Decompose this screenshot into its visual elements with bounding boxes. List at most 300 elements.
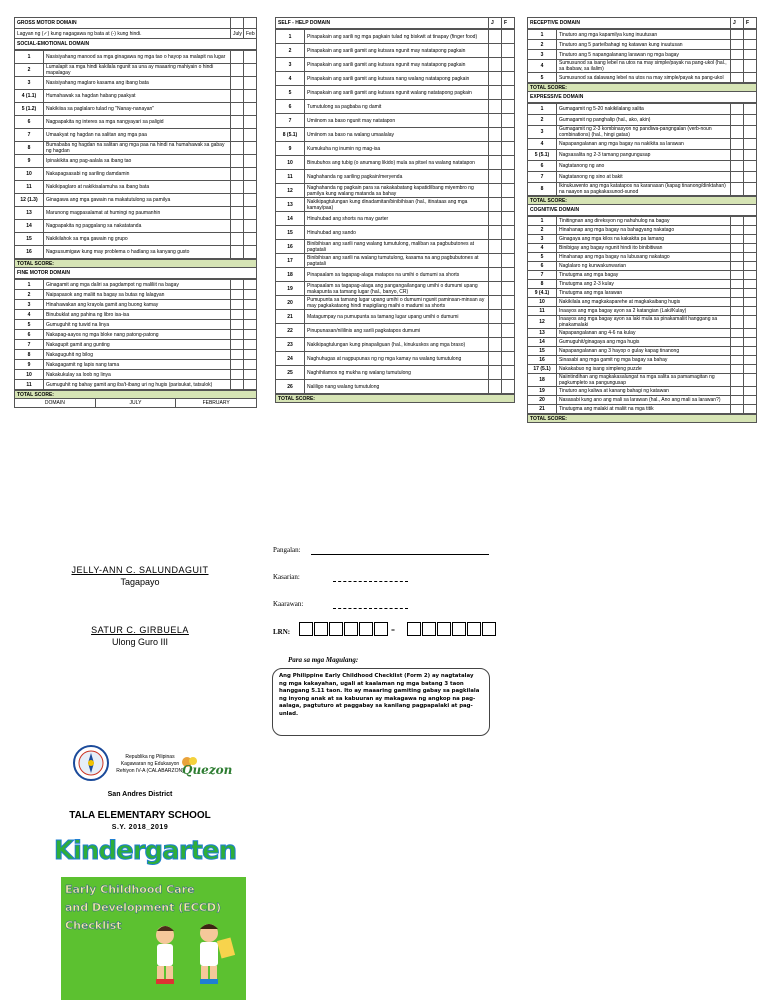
feb-check-cell[interactable]: [244, 77, 257, 90]
item-number: 1: [528, 217, 557, 226]
month-july: July: [231, 29, 244, 39]
item-number: 15: [528, 347, 557, 356]
july-check-cell[interactable]: [489, 366, 502, 380]
july-check-cell[interactable]: [489, 100, 502, 114]
checklist-row: [276, 268, 515, 282]
feb-check-cell[interactable]: [744, 40, 757, 50]
checklist-row: [276, 156, 515, 170]
feb-check-cell[interactable]: [744, 139, 757, 150]
checklist-row: [276, 240, 515, 254]
july-check-cell[interactable]: [731, 235, 744, 244]
feb-check-cell[interactable]: [502, 44, 515, 58]
july-check-cell[interactable]: [489, 30, 502, 44]
item-number: 1: [276, 30, 305, 44]
lrn-digit-box[interactable]: [467, 622, 481, 636]
item-text: Pinapaalam sa tagapag-alaga matapos na umihi o dumumi sa shorts: [305, 268, 489, 282]
july-check-cell[interactable]: [731, 73, 744, 83]
feb-check-cell[interactable]: [244, 51, 257, 64]
item-number: 6: [15, 116, 44, 129]
item-number: 4: [15, 310, 44, 320]
feb-check-cell[interactable]: [744, 338, 757, 347]
item-text: Naghihilamos ng mukha ng walang tumutulong: [305, 366, 489, 380]
item-number: 8: [528, 183, 557, 196]
item-text: Nakikilala ang magkakaparehe at magkakaibang hugis: [557, 298, 731, 307]
feb-check-cell[interactable]: [502, 58, 515, 72]
lrn-digit-box[interactable]: [329, 622, 343, 636]
mark-feb: F: [744, 18, 757, 29]
july-check-cell[interactable]: [731, 150, 744, 161]
july-check-cell[interactable]: [489, 282, 502, 296]
feb-check-cell[interactable]: [744, 280, 757, 289]
item-text: Nakaguguhit ng bilog: [44, 350, 231, 360]
feb-check-cell[interactable]: [244, 64, 257, 77]
feb-check-cell[interactable]: [244, 340, 257, 350]
checklist-row: [15, 168, 257, 181]
feb-check-cell[interactable]: [502, 198, 515, 212]
july-check-cell[interactable]: [231, 51, 244, 64]
feb-check-cell[interactable]: [744, 172, 757, 183]
feb-check-cell[interactable]: [244, 129, 257, 142]
july-check-cell[interactable]: [731, 104, 744, 115]
checklist-row: [528, 139, 757, 150]
july-check-cell[interactable]: [731, 40, 744, 50]
feb-check-cell[interactable]: [244, 380, 257, 390]
july-check-cell[interactable]: [489, 114, 502, 128]
feb-check-cell[interactable]: [502, 128, 515, 142]
checklist-row: [276, 72, 515, 86]
feb-check-cell[interactable]: [502, 240, 515, 254]
item-text: Hinahanap ang mga bagay na lubusang nakatago: [557, 253, 731, 262]
checklist-row: [15, 233, 257, 246]
july-check-cell[interactable]: [231, 370, 244, 380]
lrn-digit-box[interactable]: [299, 622, 313, 636]
july-check-cell[interactable]: [231, 168, 244, 181]
total-score-label: TOTAL SCORE:: [15, 391, 257, 399]
july-check-cell[interactable]: [731, 298, 744, 307]
feb-check-cell[interactable]: [744, 405, 757, 414]
feb-check-cell[interactable]: [744, 115, 757, 126]
feb-check-cell[interactable]: [244, 370, 257, 380]
feb-check-cell[interactable]: [502, 30, 515, 44]
july-check-cell[interactable]: [489, 156, 502, 170]
lrn-digit-box[interactable]: [437, 622, 451, 636]
july-check-cell[interactable]: [231, 380, 244, 390]
checklist-row: [276, 226, 515, 240]
july-check-cell[interactable]: [731, 356, 744, 365]
feb-check-cell[interactable]: [244, 246, 257, 259]
item-number: 23: [276, 338, 305, 352]
item-number: 19: [528, 387, 557, 396]
item-number: 15: [276, 226, 305, 240]
feb-check-cell[interactable]: [502, 100, 515, 114]
july-check-cell[interactable]: [231, 310, 244, 320]
item-text: Nakikilahok sa mga gawain ng grupo: [44, 233, 231, 246]
july-check-cell[interactable]: [731, 50, 744, 60]
item-text: Hinahawakan ang krayola gamit ang buong kamay: [44, 300, 231, 310]
july-check-cell[interactable]: [731, 289, 744, 298]
social-total: [14, 259, 257, 279]
july-check-cell[interactable]: [731, 30, 744, 40]
feb-check-cell[interactable]: [502, 268, 515, 282]
cognitive-table: [527, 216, 757, 414]
lrn-digit-box[interactable]: [422, 622, 436, 636]
checklist-row: [15, 360, 257, 370]
item-text: Umiinom sa baso na walang umaalalay: [305, 128, 489, 142]
item-number: 5: [276, 86, 305, 100]
july-check-cell[interactable]: [231, 90, 244, 103]
feb-check-cell[interactable]: [502, 226, 515, 240]
feb-check-cell[interactable]: [244, 310, 257, 320]
july-check-cell[interactable]: [731, 244, 744, 253]
feb-check-cell[interactable]: [502, 296, 515, 310]
feb-check-cell[interactable]: [244, 360, 257, 370]
feb-check-cell[interactable]: [244, 103, 257, 116]
lrn-digit-box[interactable]: [482, 622, 496, 636]
feb-check-cell[interactable]: [244, 290, 257, 300]
feb-check-cell[interactable]: [744, 183, 757, 196]
feb-check-cell[interactable]: [744, 104, 757, 115]
item-text: Tinutugma ang malaki at maliit na mga titik: [557, 405, 731, 414]
july-check-cell[interactable]: [231, 340, 244, 350]
item-text: Naiintindihan ang magkakasalungat na mga salita sa pamamagitan ng pagkumpleto sa pangungusap: [557, 374, 731, 387]
feb-check-cell[interactable]: [244, 90, 257, 103]
july-check-cell[interactable]: [731, 329, 744, 338]
july-check-cell[interactable]: [489, 296, 502, 310]
item-number: 26: [276, 380, 305, 394]
july-check-cell[interactable]: [489, 72, 502, 86]
social-emotional-table: [14, 50, 257, 259]
feb-check-cell[interactable]: [244, 155, 257, 168]
july-check-cell[interactable]: [731, 139, 744, 150]
item-text: Tinuturo ang mga kapamilya kung inuutusan: [557, 30, 731, 40]
principal-name: SATUR C. GIRBUELA: [91, 625, 189, 635]
lrn-digit-box[interactable]: [407, 622, 421, 636]
feb-check-cell[interactable]: [502, 156, 515, 170]
quezon-text: Quezon: [182, 763, 233, 777]
item-text: Nakapag-aayos ng mga bloke nang patong-patong: [44, 330, 231, 340]
checklist-row: [528, 50, 757, 60]
item-text: Lumalapit sa mga hindi kakilala ngunit sa una ay maaaring mahiyain o hindi mapalagay: [44, 64, 231, 77]
feb-check-cell[interactable]: [744, 244, 757, 253]
lrn-field[interactable]: [299, 622, 514, 638]
checklist-row: [276, 352, 515, 366]
july-check-cell[interactable]: [731, 217, 744, 226]
lrn-digit-box[interactable]: [344, 622, 358, 636]
item-number: 25: [276, 366, 305, 380]
feb-check-cell[interactable]: [744, 126, 757, 139]
principal-role: Ulong Guro III: [111, 637, 169, 647]
july-check-cell[interactable]: [231, 207, 244, 220]
july-check-cell[interactable]: [231, 280, 244, 290]
item-number: 2: [15, 290, 44, 300]
checklist-row: [15, 207, 257, 220]
feb-check-cell[interactable]: [744, 289, 757, 298]
item-number: 1: [15, 51, 44, 64]
item-number: 2: [15, 64, 44, 77]
item-text: Binubuklat ang pahina ng libro isa-isa: [44, 310, 231, 320]
july-check-cell[interactable]: [231, 64, 244, 77]
feb-check-cell[interactable]: [744, 396, 757, 405]
july-check-cell[interactable]: [489, 240, 502, 254]
checklist-row: [528, 280, 757, 289]
sex-field[interactable]: [333, 581, 408, 582]
july-check-cell[interactable]: [489, 170, 502, 184]
july-check-cell[interactable]: [731, 126, 744, 139]
feb-check-cell[interactable]: [244, 330, 257, 340]
item-text: Nakagagamit ng lapis nang tama: [44, 360, 231, 370]
feb-check-cell[interactable]: [502, 380, 515, 394]
lrn-digit-box[interactable]: [359, 622, 373, 636]
item-number: 5 (5.1): [528, 150, 557, 161]
lrn-digit-box[interactable]: [452, 622, 466, 636]
july-check-cell[interactable]: [489, 310, 502, 324]
item-number: 13: [276, 198, 305, 212]
feb-check-cell[interactable]: [502, 352, 515, 366]
july-check-cell[interactable]: [489, 338, 502, 352]
feb-check-cell[interactable]: [744, 298, 757, 307]
school-name: TALA ELEMENTARY SCHOOL: [69, 810, 211, 821]
july-check-cell[interactable]: [731, 172, 744, 183]
col2-panel: [275, 17, 515, 403]
july-check-cell[interactable]: [489, 380, 502, 394]
item-text: Naipapasok ang maliit na bagay sa butas ng lalagyan: [44, 290, 231, 300]
feb-check-cell[interactable]: [744, 217, 757, 226]
july-check-cell[interactable]: [231, 142, 244, 155]
feb-check-cell[interactable]: [502, 184, 515, 198]
feb-check-cell[interactable]: [744, 226, 757, 235]
july-check-cell[interactable]: [731, 253, 744, 262]
july-check-cell[interactable]: [231, 116, 244, 129]
july-check-cell[interactable]: [731, 271, 744, 280]
july-check-cell[interactable]: [489, 128, 502, 142]
item-number: 20: [528, 396, 557, 405]
july-check-cell[interactable]: [489, 324, 502, 338]
item-text: Gumuguhit/ginagaya ang mga hugis: [557, 338, 731, 347]
item-number: 3: [15, 77, 44, 90]
feb-check-cell[interactable]: [744, 161, 757, 172]
item-text: Tinuturo ang 5 napangalanang larawan ng mga bagay: [557, 50, 731, 60]
feb-check-cell[interactable]: [744, 356, 757, 365]
july-check-cell[interactable]: [231, 129, 244, 142]
feb-check-cell[interactable]: [744, 316, 757, 329]
feb-check-cell[interactable]: [244, 207, 257, 220]
july-check-cell[interactable]: [489, 142, 502, 156]
self-help-table: [275, 29, 515, 394]
july-check-cell[interactable]: [731, 115, 744, 126]
feb-check-cell[interactable]: [744, 60, 757, 73]
feb-check-cell[interactable]: [744, 307, 757, 316]
feb-check-cell[interactable]: [502, 338, 515, 352]
gross-motor-title: GROSS MOTOR DOMAIN: [15, 18, 231, 29]
feb-check-cell[interactable]: [502, 212, 515, 226]
checklist-row: [528, 316, 757, 329]
feb-check-cell[interactable]: [244, 320, 257, 330]
item-number: 10: [276, 156, 305, 170]
item-number: 18: [276, 268, 305, 282]
parents-note-box: [272, 668, 490, 736]
july-check-cell[interactable]: [489, 268, 502, 282]
item-number: 6: [528, 262, 557, 271]
checklist-row: [528, 356, 757, 365]
feb-check-cell[interactable]: [244, 350, 257, 360]
july-check-cell[interactable]: [731, 365, 744, 374]
july-check-cell[interactable]: [489, 198, 502, 212]
item-number: 8: [15, 142, 44, 155]
expressive-table: [527, 103, 757, 196]
july-check-cell[interactable]: [231, 350, 244, 360]
july-check-cell[interactable]: [731, 262, 744, 271]
checklist-row: [276, 114, 515, 128]
july-check-cell[interactable]: [731, 374, 744, 387]
july-check-cell[interactable]: [731, 387, 744, 396]
feb-check-cell[interactable]: [744, 30, 757, 40]
july-check-cell[interactable]: [231, 220, 244, 233]
july-check-cell[interactable]: [731, 307, 744, 316]
feb-check-cell[interactable]: [244, 181, 257, 194]
lrn-digit-box[interactable]: [314, 622, 328, 636]
feb-check-cell[interactable]: [502, 366, 515, 380]
item-text: Marunong magpasalamat at humingi ng paumanhin: [44, 207, 231, 220]
feb-check-cell[interactable]: [502, 170, 515, 184]
july-check-cell[interactable]: [489, 352, 502, 366]
july-check-cell[interactable]: [231, 320, 244, 330]
checklist-row: [276, 212, 515, 226]
item-text: Nakikipagtulungan kung dinadamitan/binibihisan (hal., itinataas ang mga kamay/paa): [305, 198, 489, 212]
total-score-label: TOTAL SCORE:: [276, 395, 515, 403]
feb-check-cell[interactable]: [744, 329, 757, 338]
eccd-title-2: and Development (ECCD): [65, 901, 222, 914]
july-check-cell[interactable]: [489, 184, 502, 198]
feb-check-cell[interactable]: [502, 324, 515, 338]
feb-check-cell[interactable]: [244, 280, 257, 290]
july-check-cell[interactable]: [231, 194, 244, 207]
item-number: 14: [528, 338, 557, 347]
july-check-cell[interactable]: [231, 181, 244, 194]
checklist-row: [15, 300, 257, 310]
july-check-cell[interactable]: [231, 246, 244, 259]
item-number: 9: [15, 360, 44, 370]
feb-check-cell[interactable]: [744, 271, 757, 280]
july-check-cell[interactable]: [731, 161, 744, 172]
item-text: Nagpapakita ng paggalang sa nakatatanda: [44, 220, 231, 233]
item-text: Ginagaya ang mga kilos na kakakita pa lamang: [557, 235, 731, 244]
item-text: Hinahanap ang mga bagay na bahagyang nakatago: [557, 226, 731, 235]
month-feb: Feb: [244, 29, 257, 39]
feb-check-cell[interactable]: [502, 72, 515, 86]
july-check-cell[interactable]: [231, 233, 244, 246]
name-label: Pangalan:: [273, 546, 301, 554]
july-check-cell[interactable]: [731, 396, 744, 405]
july-check-cell[interactable]: [231, 300, 244, 310]
item-number: 8: [528, 280, 557, 289]
item-number: 7: [15, 340, 44, 350]
checklist-row: [276, 324, 515, 338]
lrn-digit-box[interactable]: [374, 622, 388, 636]
checklist-row: [528, 161, 757, 172]
name-field[interactable]: [311, 554, 489, 555]
feb-check-cell[interactable]: [744, 365, 757, 374]
july-check-cell[interactable]: [489, 254, 502, 268]
item-text: Nasasabi kung ano ang mali sa larawan (hal., Ano ang mali sa larawan?): [557, 396, 731, 405]
feb-check-cell[interactable]: [244, 194, 257, 207]
feb-check-cell[interactable]: [244, 300, 257, 310]
item-number: 3: [528, 50, 557, 60]
feb-check-cell[interactable]: [744, 262, 757, 271]
july-check-cell[interactable]: [489, 86, 502, 100]
feb-check-cell[interactable]: [502, 310, 515, 324]
item-number: 4: [528, 244, 557, 253]
july-check-cell[interactable]: [231, 330, 244, 340]
july-check-cell[interactable]: [731, 183, 744, 196]
receptive-table: [527, 29, 757, 83]
feb-check-cell[interactable]: [244, 116, 257, 129]
item-text: Matagumpay na pumupunta sa tamang lugar upang umihi o dumumi: [305, 310, 489, 324]
july-check-cell[interactable]: [731, 316, 744, 329]
feb-check-cell[interactable]: [744, 73, 757, 83]
item-text: Hinuhubad ang shorts na may garter: [305, 212, 489, 226]
feb-check-cell[interactable]: [744, 50, 757, 60]
july-check-cell[interactable]: [489, 58, 502, 72]
july-check-cell[interactable]: [231, 155, 244, 168]
feb-check-cell[interactable]: [244, 142, 257, 155]
july-check-cell[interactable]: [731, 405, 744, 414]
item-number: 7: [528, 172, 557, 183]
checklist-row: [528, 115, 757, 126]
checklist-row: [276, 44, 515, 58]
july-check-cell[interactable]: [489, 212, 502, 226]
item-number: 1: [15, 280, 44, 290]
feb-check-cell[interactable]: [502, 142, 515, 156]
item-number: 22: [276, 324, 305, 338]
checklist-row: [15, 290, 257, 300]
eccd-title-1: Early Childhood Care: [65, 883, 195, 896]
feb-check-cell[interactable]: [744, 387, 757, 396]
july-check-cell[interactable]: [731, 60, 744, 73]
feb-check-cell[interactable]: [744, 150, 757, 161]
birthday-field[interactable]: [333, 608, 408, 609]
feb-check-cell[interactable]: [502, 114, 515, 128]
feb-check-cell[interactable]: [744, 253, 757, 262]
feb-check-cell[interactable]: [244, 233, 257, 246]
eccd-banner: [61, 877, 246, 1000]
feb-check-cell[interactable]: [502, 282, 515, 296]
feb-check-cell[interactable]: [244, 168, 257, 181]
july-check-cell[interactable]: [731, 280, 744, 289]
feb-check-cell[interactable]: [502, 254, 515, 268]
feb-check-cell[interactable]: [744, 347, 757, 356]
republic-text: Republika ng Pilipinas: [125, 754, 175, 760]
item-text: Binibihisan ang sarili nang walang tumutulong, maliban sa pagbubutones at pagtatali: [305, 240, 489, 254]
feb-check-cell[interactable]: [744, 235, 757, 244]
feb-check-cell[interactable]: [244, 220, 257, 233]
july-check-cell[interactable]: [231, 103, 244, 116]
feb-check-cell[interactable]: [744, 374, 757, 387]
july-check-cell[interactable]: [489, 44, 502, 58]
july-check-cell[interactable]: [731, 338, 744, 347]
cognitive-title: COGNITIVE DOMAIN: [528, 205, 757, 216]
july-check-cell[interactable]: [731, 347, 744, 356]
item-number: 11: [15, 181, 44, 194]
feb-check-cell[interactable]: [502, 86, 515, 100]
july-check-cell[interactable]: [489, 226, 502, 240]
july-check-cell[interactable]: [731, 226, 744, 235]
july-check-cell[interactable]: [231, 360, 244, 370]
adviser-name: JELLY-ANN C. SALUNDAGUIT: [71, 565, 209, 575]
item-number: 9: [276, 142, 305, 156]
july-check-cell[interactable]: [231, 290, 244, 300]
total-score-label: TOTAL SCORE:: [528, 197, 757, 205]
july-check-cell[interactable]: [231, 77, 244, 90]
